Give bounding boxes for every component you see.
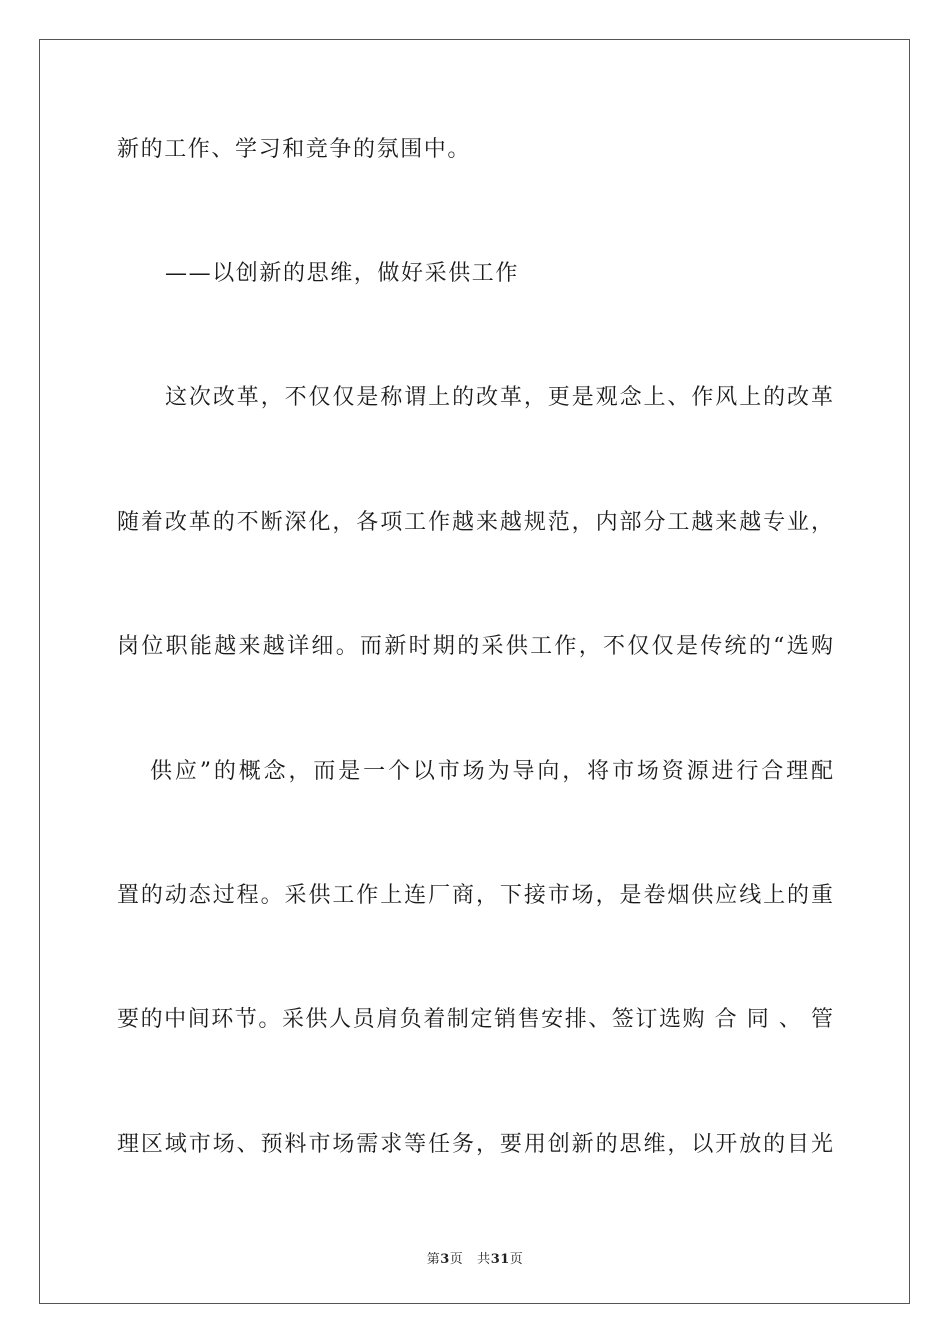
footer-page-prefix: 第 [426, 1252, 441, 1267]
body-line-6: 供应”的概念，而是一个以市场为导向，将市场资源进行合理配 [150, 759, 833, 784]
body-line-1: 新的工作、学习和竞争的氛围中。 [117, 137, 472, 162]
body-line-4: 随着改革的不断深化，各项工作越来越规范，内部分工越来越专业， [117, 510, 833, 535]
body-line-5: 岗位职能越来越详细。而新时期的采供工作，不仅仅是传统的“选购 [117, 634, 833, 659]
page-border [39, 39, 910, 1304]
page-footer [0, 1248, 950, 1267]
body-line-8: 要的中间环节。采供人员肩负着制定销售安排、签订选购 合 同 、 管 [117, 1007, 833, 1032]
footer-page-suffix: 页 [449, 1252, 464, 1267]
body-line-3: 这次改革，不仅仅是称谓上的改革，更是观念上、作风上的改革 [165, 385, 833, 410]
footer-page-number: 3 [440, 1252, 450, 1267]
footer-total-pages: 31 [490, 1252, 510, 1267]
body-line-9: 理区域市场、预料市场需求等任务，要用创新的思维，以开放的目光 [117, 1132, 833, 1157]
section-heading: ——以创新的思维，做好采供工作 [165, 261, 520, 286]
footer-total-prefix: 共 [477, 1252, 491, 1267]
footer-total-suffix: 页 [509, 1252, 524, 1267]
body-line-7: 置的动态过程。采供工作上连厂商，下接市场，是卷烟供应线上的重 [117, 883, 833, 908]
